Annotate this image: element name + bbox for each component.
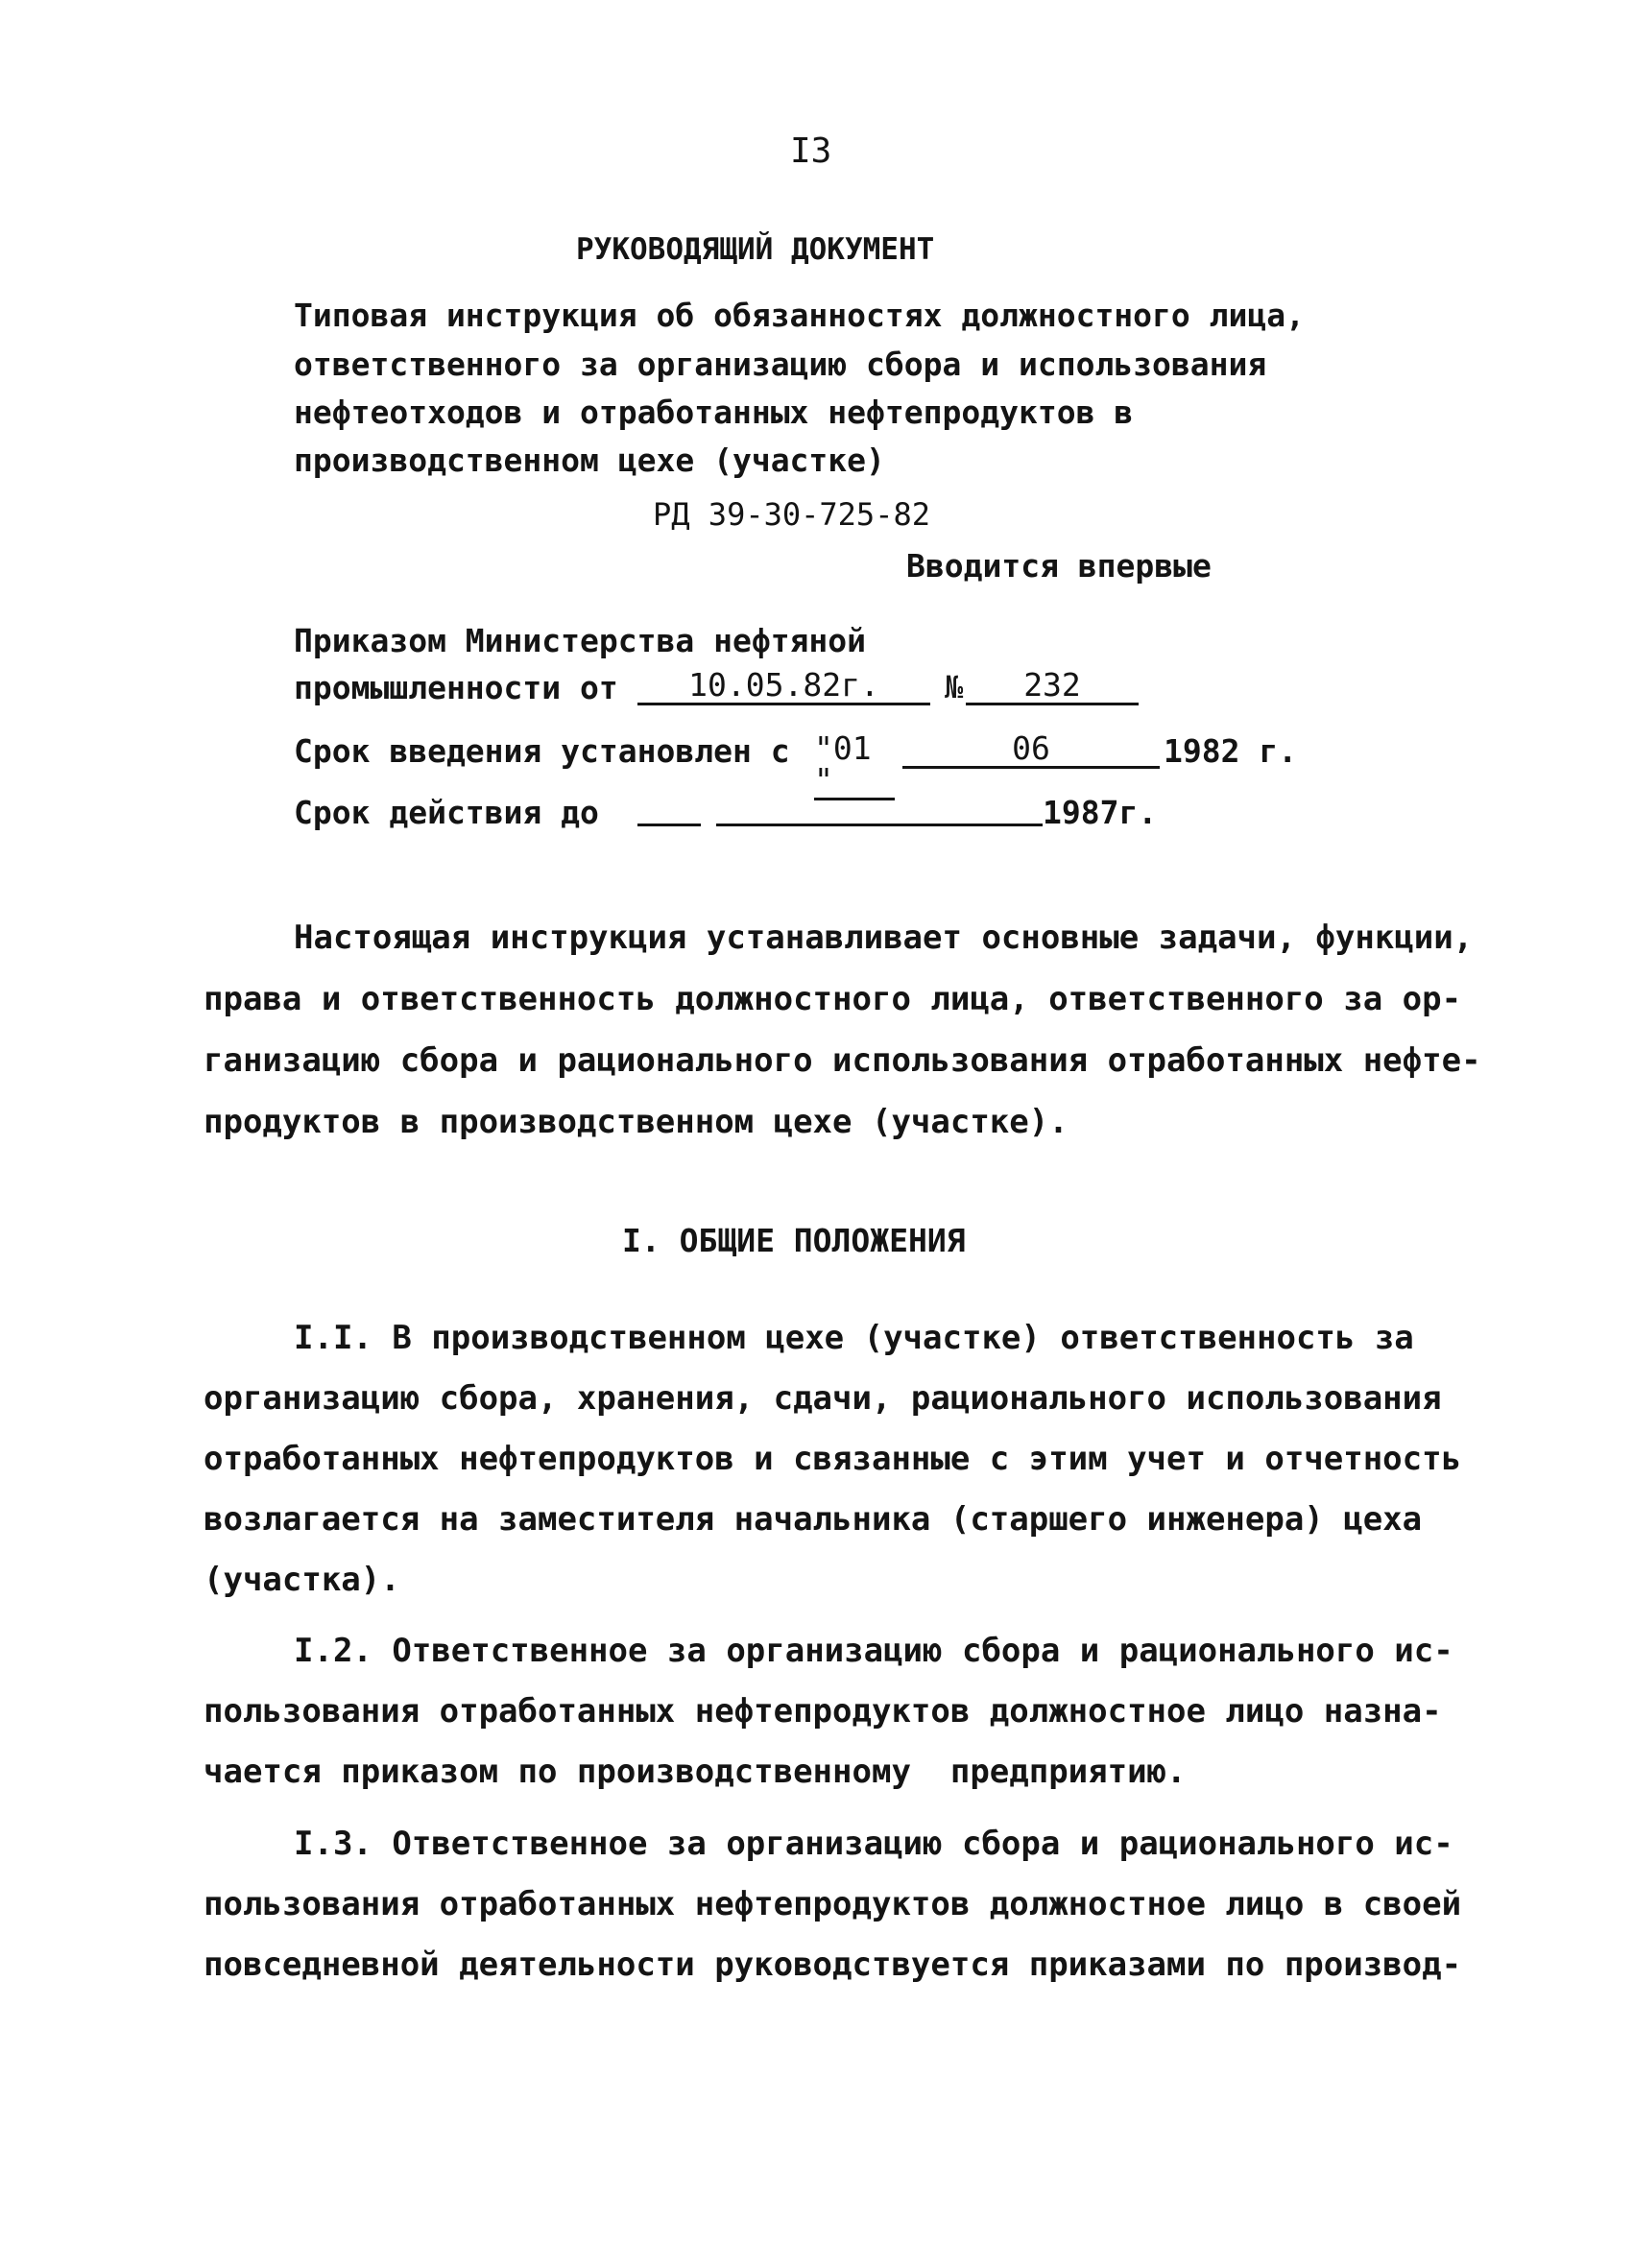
clause-line: I.2. Ответственное за организацию сбора и рационального ис- [294,1632,1453,1670]
clause-line: чается приказом по производственному предприятию. [204,1753,1187,1791]
effective-day: "01 " [814,732,895,800]
document-type-heading: РУКОВОДЯЩИЙ ДОКУМЕНТ [576,232,935,267]
order-line-2-label: промышленности от [294,669,618,706]
order-line-1: Приказом Министерства нефтяной [294,622,867,659]
clause-line: повседневной деятельности руководствуется приказами по производ- [204,1946,1462,1984]
intro-line: Настоящая инструкция устанавливает основные задачи, функции, [294,919,1474,957]
clause-line: пользования отработанных нефтепродуктов должностное лицо в своей [204,1885,1462,1923]
order-number-sign: № [945,669,964,705]
clause-line: возлагается на заместителя начальника (старшего инженера) цеха [204,1500,1423,1539]
effective-month: 06 [902,732,1160,769]
title-line: ответственного за организацию сбора и использования [294,346,1267,383]
clause-line: (участка). [204,1561,400,1599]
effective-label: Срок введения установлен с [294,732,790,770]
title-line: Типовая инструкция об обязанностях должностного лица, [294,297,1305,334]
intro-line: продуктов в производственном цехе (участке). [204,1103,1069,1141]
title-line: нефтеотходов и отработанных нефтепродуктов в [294,394,1134,431]
document-code: РД 39-30-725-82 [653,496,930,533]
validity-year: 1987г. [1043,794,1158,831]
introduced-note: Вводится впервые [906,547,1212,585]
clause-line: организацию сбора, хранения, сдачи, рационального использования [204,1379,1442,1418]
validity-blank-long [716,824,1043,826]
intro-line: ганизацию сбора и рационального использования отработанных нефте- [204,1041,1481,1080]
intro-line: права и ответственность должностного лица, ответственного за ор- [204,980,1462,1018]
section-heading: I. ОБЩИЕ ПОЛОЖЕНИЯ [622,1222,966,1259]
clause-line: I.3. Ответственное за организацию сбора и рационального ис- [294,1825,1453,1863]
clause-line: пользования отработанных нефтепродуктов должностное лицо назна- [204,1692,1442,1731]
validity-label: Срок действия до [294,794,599,831]
effective-year: 1982 г. [1164,732,1298,770]
validity-blank-short [637,824,701,826]
clause-line: I.I. В производственном цехе (участке) ответственность за [294,1319,1414,1357]
order-number: 232 [966,669,1139,705]
clause-line: отработанных нефтепродуктов и связанные с этим учет и отчетность [204,1440,1462,1478]
page-number: I3 [790,131,832,171]
title-line: производственном цехе (участке) [294,442,885,479]
order-date: 10.05.82г. [637,669,930,705]
